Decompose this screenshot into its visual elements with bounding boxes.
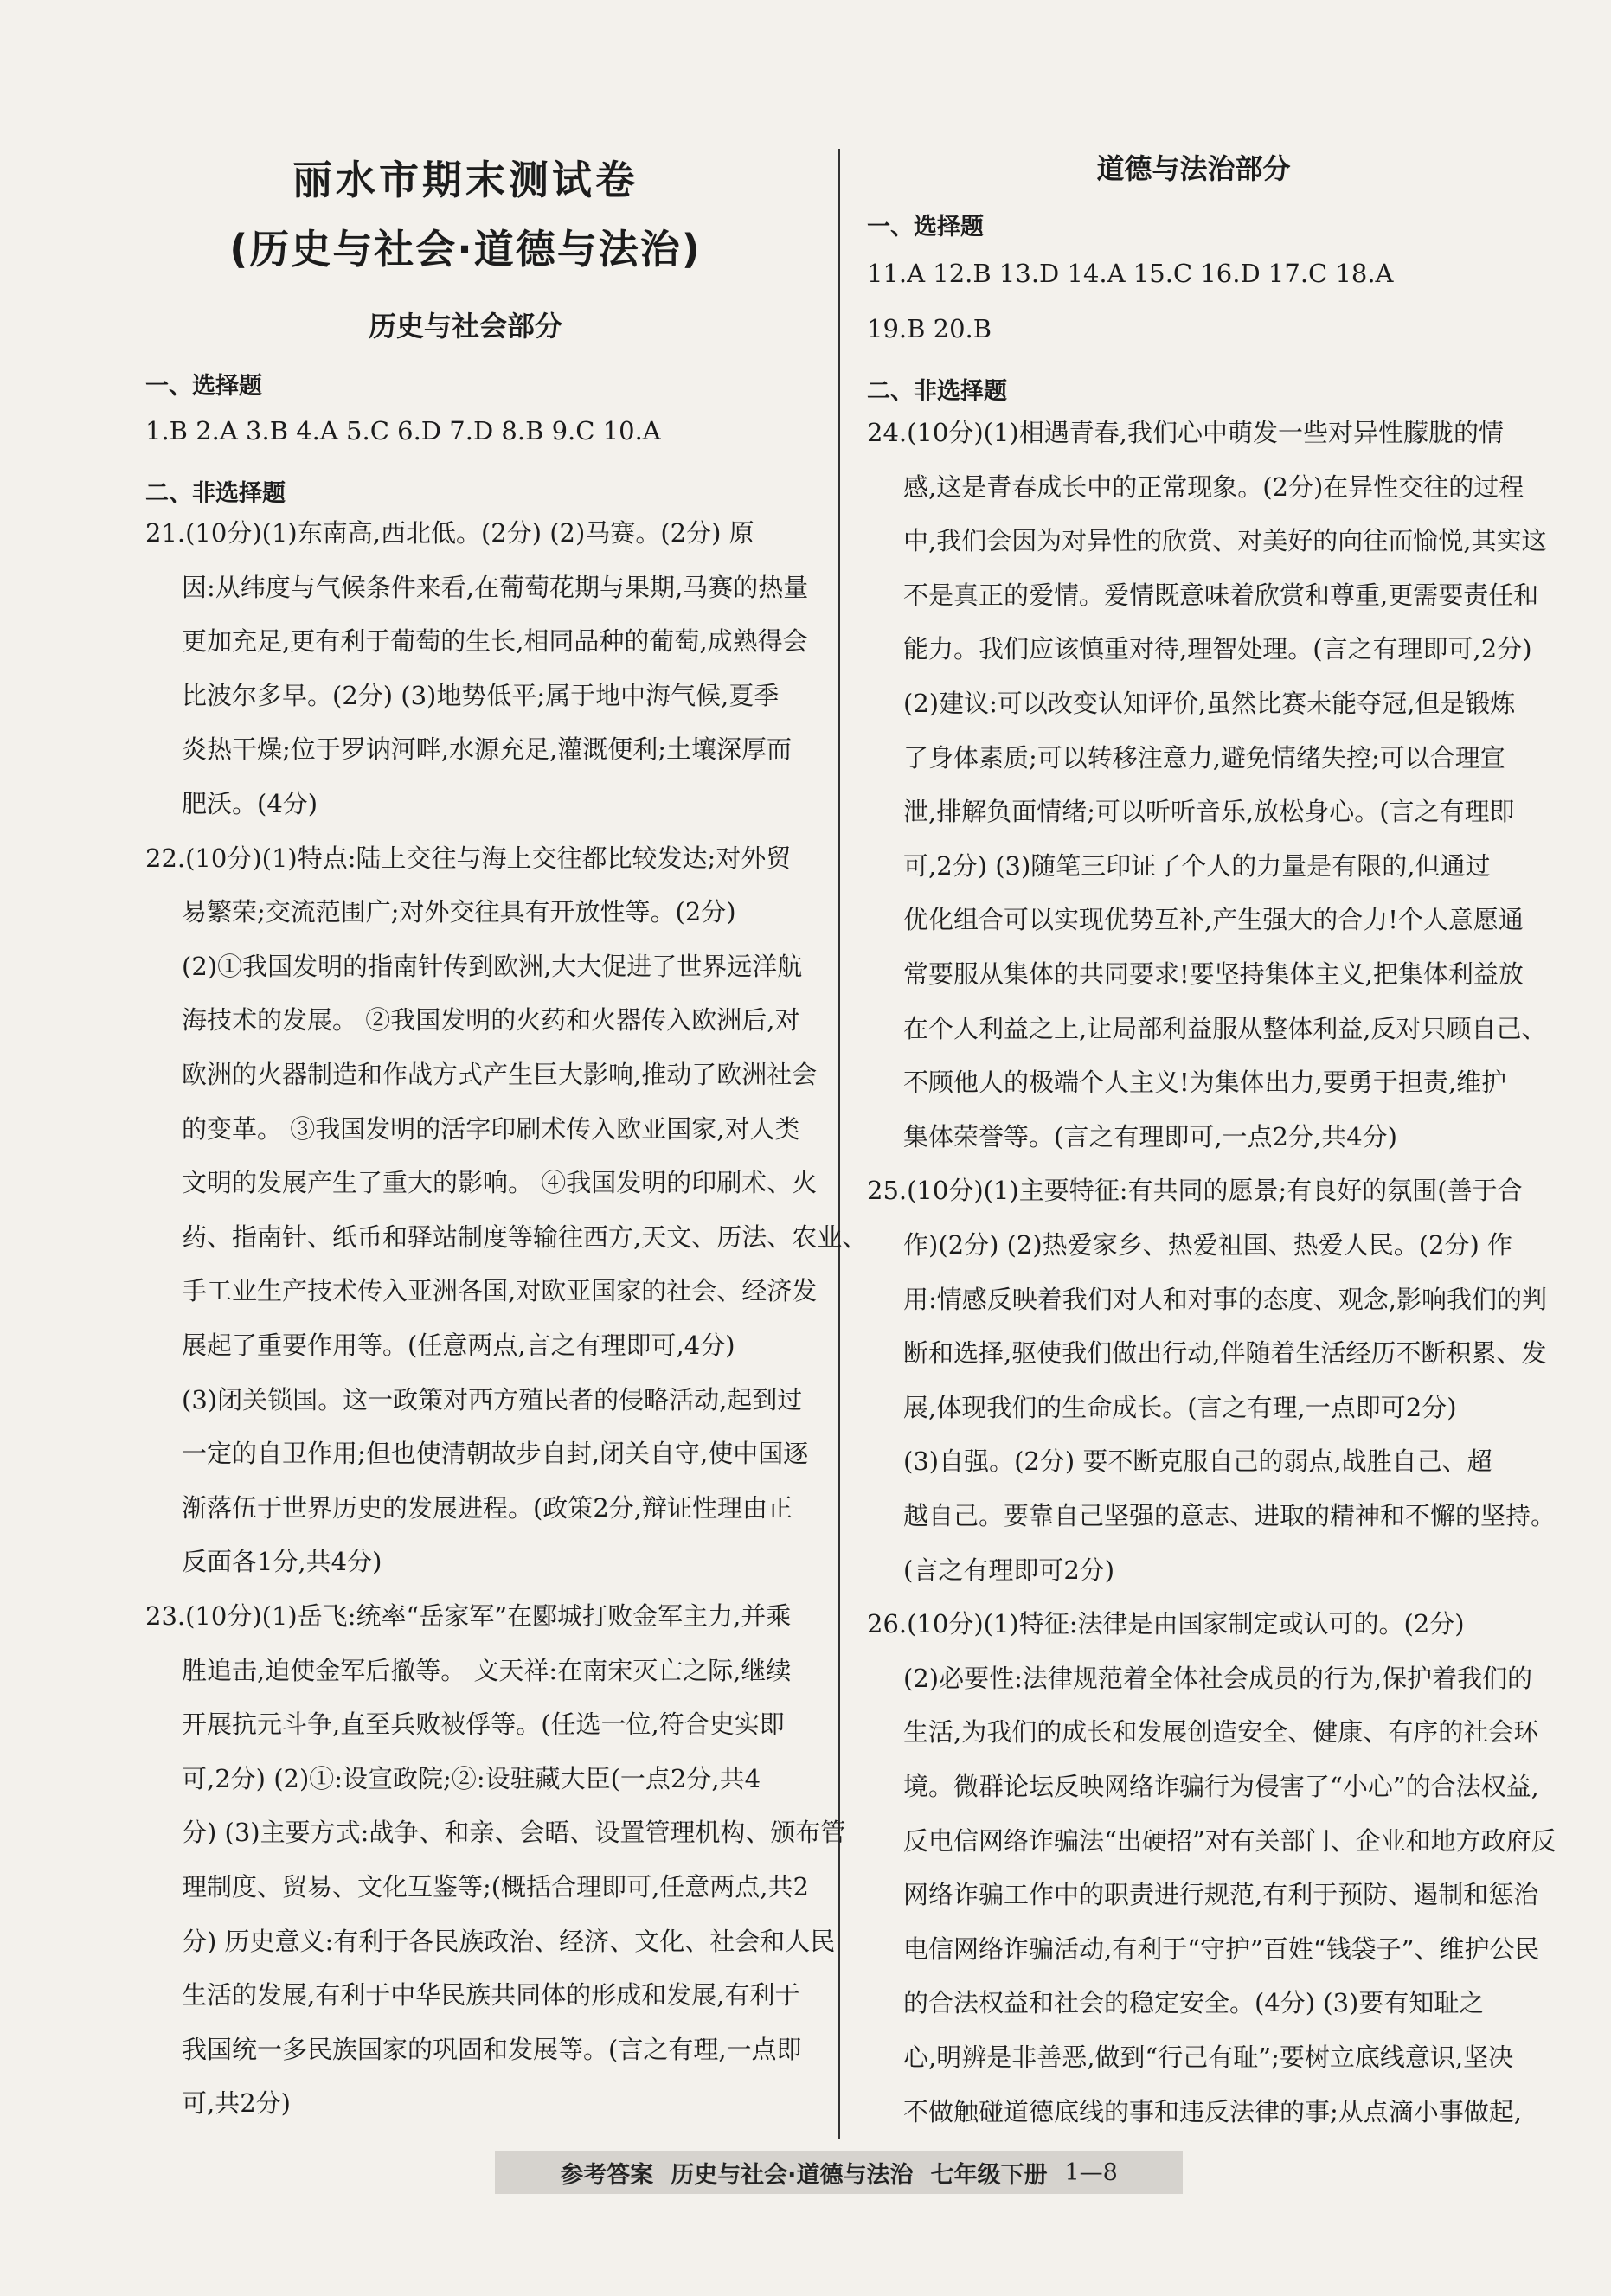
answer-line: 胜追击,迫使金军后撤等。 文天祥:在南宋灭亡之际,继续 [182, 1655, 792, 1685]
answers-choice-right-2: 19.B 20.B [867, 314, 992, 343]
answer-line: 反面各1分,共4分) [182, 1547, 382, 1577]
answer-line: (3)闭关锁国。这一政策对西方殖民者的侵略活动,起到过 [182, 1384, 803, 1414]
answer-line: (2)必要性:法律规范着全体社会成员的行为,保护着我们的 [903, 1663, 1533, 1693]
answer-line: 反电信网络诈骗法“出硬招”对有关部门、企业和地方政府反 [903, 1825, 1556, 1856]
footer-page-number: 1—8 [1064, 2158, 1118, 2186]
answer-line: 电信网络诈骗活动,有利于“守护”百姓“钱袋子”、维护公民 [903, 1934, 1540, 1964]
answer-line: 泄,排解负面情绪;可以听听音乐,放松身心。(言之有理即 [903, 797, 1515, 827]
answer-line: 分) (3)主要方式:战争、和亲、会晤、设置管理机构、颁布管 [182, 1818, 846, 1848]
heading-nonchoice-right: 二、非选择题 [867, 378, 1007, 405]
answers-choice-left: 1.B 2.A 3.B 4.A 5.C 6.D 7.D 8.B 9.C 10.A [145, 416, 661, 446]
page-title: 丽水市期末测试卷 [292, 157, 639, 203]
answer-line: 不顾他人的极端个人主义!为集体出力,要勇于担责,维护 [903, 1068, 1507, 1098]
page-subtitle: (历史与社会·道德与法治) [229, 226, 702, 273]
answer-line: 感,这是青春成长中的正常现象。(2分)在异性交往的过程 [903, 471, 1524, 502]
section-title-morality: 道德与法治部分 [1096, 152, 1291, 185]
heading-nonchoice-left: 二、非选择题 [145, 480, 286, 507]
heading-choice-right: 一、选择题 [867, 214, 984, 241]
answer-line: 欧洲的火器制造和作战方式产生巨大影响,推动了欧洲社会 [182, 1060, 818, 1089]
footer-label-answers: 参考答案 [560, 2161, 654, 2189]
answer-line: 的合法权益和社会的稳定安全。(4分) (3)要有知耻之 [903, 1988, 1485, 2018]
answer-line: 作)(2分) (2)热爱家乡、热爱祖国、热爱人民。(2分) 作 [903, 1230, 1512, 1260]
answer-line: 23.(10分)(1)岳飞:统率“岳家军”在郾城打败金军主力,并乘 [145, 1601, 792, 1631]
answer-line: (2)建议:可以改变认知评价,虽然比赛未能夺冠,但是锻炼 [903, 689, 1516, 718]
answer-line: 炎热干燥;位于罗讷河畔,水源充足,灌溉便利;土壤深厚而 [182, 734, 792, 765]
answer-line: 断和选择,驱使我们做出行动,伴随着生活经历不断积累、发 [903, 1338, 1547, 1369]
answer-line: 了身体素质;可以转移注意力,避免情绪失控;可以合理宣 [903, 742, 1505, 773]
answer-line: 渐落伍于世界历史的发展进程。(政策2分,辩证性理由正 [182, 1492, 793, 1523]
footer-label-subject: 历史与社会·道德与法治 [671, 2161, 914, 2189]
answer-line: 中,我们会因为对异性的欣赏、对美好的向往而愉悦,其实这 [903, 526, 1547, 556]
heading-choice-left: 一、选择题 [145, 373, 262, 400]
answer-line: 生活的发展,有利于中华民族共同体的形成和发展,有利于 [182, 1980, 800, 2011]
answer-line: 21.(10分)(1)东南高,西北低。(2分) (2)马赛。(2分) 原 [145, 518, 754, 548]
answer-line: 易繁荣;交流范围广;对外交往具有开放性等。(2分) [182, 897, 736, 927]
answer-line: 肥沃。(4分) [182, 789, 318, 818]
answer-line: 25.(10分)(1)主要特征:有共同的愿景;有良好的氛围(善于合 [867, 1176, 1523, 1206]
footer-label-grade: 七年级下册 [930, 2161, 1048, 2189]
answer-line: 因:从纬度与气候条件来看,在葡萄花期与果期,马赛的热量 [182, 572, 809, 602]
page-footer [495, 2151, 1183, 2194]
answer-line: 心,明辨是非善恶,做到“行己有耻”;要树立底线意识,坚决 [903, 2043, 1514, 2072]
answer-line: 常要服从集体的共同要求!要坚持集体主义,把集体利益放 [903, 959, 1524, 989]
answer-line: 可,2分) (3)随笔三印证了个人的力量是有限的,但通过 [903, 850, 1491, 881]
answer-line: 越自己。要靠自己坚强的意志、进取的精神和不懈的坚持。 [903, 1501, 1556, 1530]
answer-line: 用:情感反映着我们对人和对事的态度、观念,影响我们的判 [903, 1284, 1547, 1314]
answer-line: 药、指南针、纸币和驿站制度等输往西方,天文、历法、农业、 [182, 1222, 868, 1252]
answer-line: (言之有理即可2分) [903, 1555, 1115, 1585]
answer-line: 我国统一多民族国家的巩固和发展等。(言之有理,一点即 [182, 2034, 802, 2064]
answer-line: 集体荣誉等。(言之有理即可,一点2分,共4分) [903, 1121, 1397, 1151]
answer-line: 24.(10分)(1)相遇青春,我们心中萌发一些对异性朦胧的情 [867, 418, 1504, 447]
answer-line: 一定的自卫作用;但也使清朝故步自封,闭关自守,使中国逐 [182, 1439, 809, 1469]
answer-line: 网络诈骗工作中的职责进行规范,有利于预防、遏制和惩治 [903, 1880, 1539, 1910]
answer-line: 更加充足,更有利于葡萄的生长,相同品种的葡萄,成熟得会 [182, 626, 808, 657]
answer-line: 境。微群论坛反映网络诈骗行为侵害了“小心”的合法权益, [903, 1772, 1539, 1801]
answer-line: 理制度、贸易、文化互鉴等;(概括合理即可,任意两点,共2 [182, 1872, 809, 1902]
answer-line: 26.(10分)(1)特征:法律是由国家制定或认可的。(2分) [867, 1609, 1465, 1639]
answer-line: 22.(10分)(1)特点:陆上交往与海上交往都比较发达;对外贸 [145, 843, 792, 873]
answer-line: 的变革。 ③我国发明的活字印刷术传入欧亚国家,对人类 [182, 1113, 800, 1144]
answer-line: 展起了重要作用等。(任意两点,言之有理即可,4分) [182, 1331, 735, 1360]
answer-line: 不是真正的爱情。爱情既意味着欣赏和尊重,更需要责任和 [903, 580, 1539, 610]
answer-line: (2)①我国发明的指南针传到欧洲,大大促进了世界远洋航 [182, 951, 803, 981]
answer-line: 展,体现我们的生命成长。(言之有理,一点即可2分) [903, 1392, 1457, 1422]
answers-choice-right-1: 11.A 12.B 13.D 14.A 15.C 16.D 17.C 18.A [867, 259, 1394, 288]
answer-line: 生活,为我们的成长和发展创造安全、健康、有序的社会环 [903, 1717, 1539, 1748]
answer-line: 开展抗元斗争,直至兵败被俘等。(任选一位,符合史实即 [182, 1709, 785, 1740]
answer-line: 可,2分) (2)①:设宣政院;②:设驻藏大臣(一点2分,共4 [182, 1763, 761, 1793]
answer-line: 手工业生产技术传入亚洲各国,对欧亚国家的社会、经济发 [182, 1276, 818, 1306]
answer-line: 比波尔多早。(2分) (3)地势低平;属于地中海气候,夏季 [182, 680, 780, 710]
answer-line: 在个人利益之上,让局部利益服从整体利益,反对只顾自己、 [903, 1013, 1547, 1043]
section-title-history: 历史与社会部分 [368, 310, 562, 343]
answer-line: 能力。我们应该慎重对待,理智处理。(言之有理即可,2分) [903, 634, 1532, 664]
answer-line: 文明的发展产生了重大的影响。 ④我国发明的印刷术、火 [182, 1168, 818, 1198]
answer-line: (3)自强。(2分) 要不断克服自己的弱点,战胜自己、超 [903, 1446, 1492, 1477]
answer-line: 可,共2分) [182, 2088, 291, 2119]
answer-line: 优化组合可以实现优势互补,产生强大的合力!个人意愿通 [903, 905, 1524, 935]
answer-line: 海技术的发展。 ②我国发明的火药和火器传入欧洲后,对 [182, 1005, 800, 1036]
answer-line: 分) 历史意义:有利于各民族政治、经济、文化、社会和人民 [182, 1926, 836, 1956]
answer-line: 不做触碰道德底线的事和违反法律的事;从点滴小事做起, [903, 2096, 1522, 2126]
